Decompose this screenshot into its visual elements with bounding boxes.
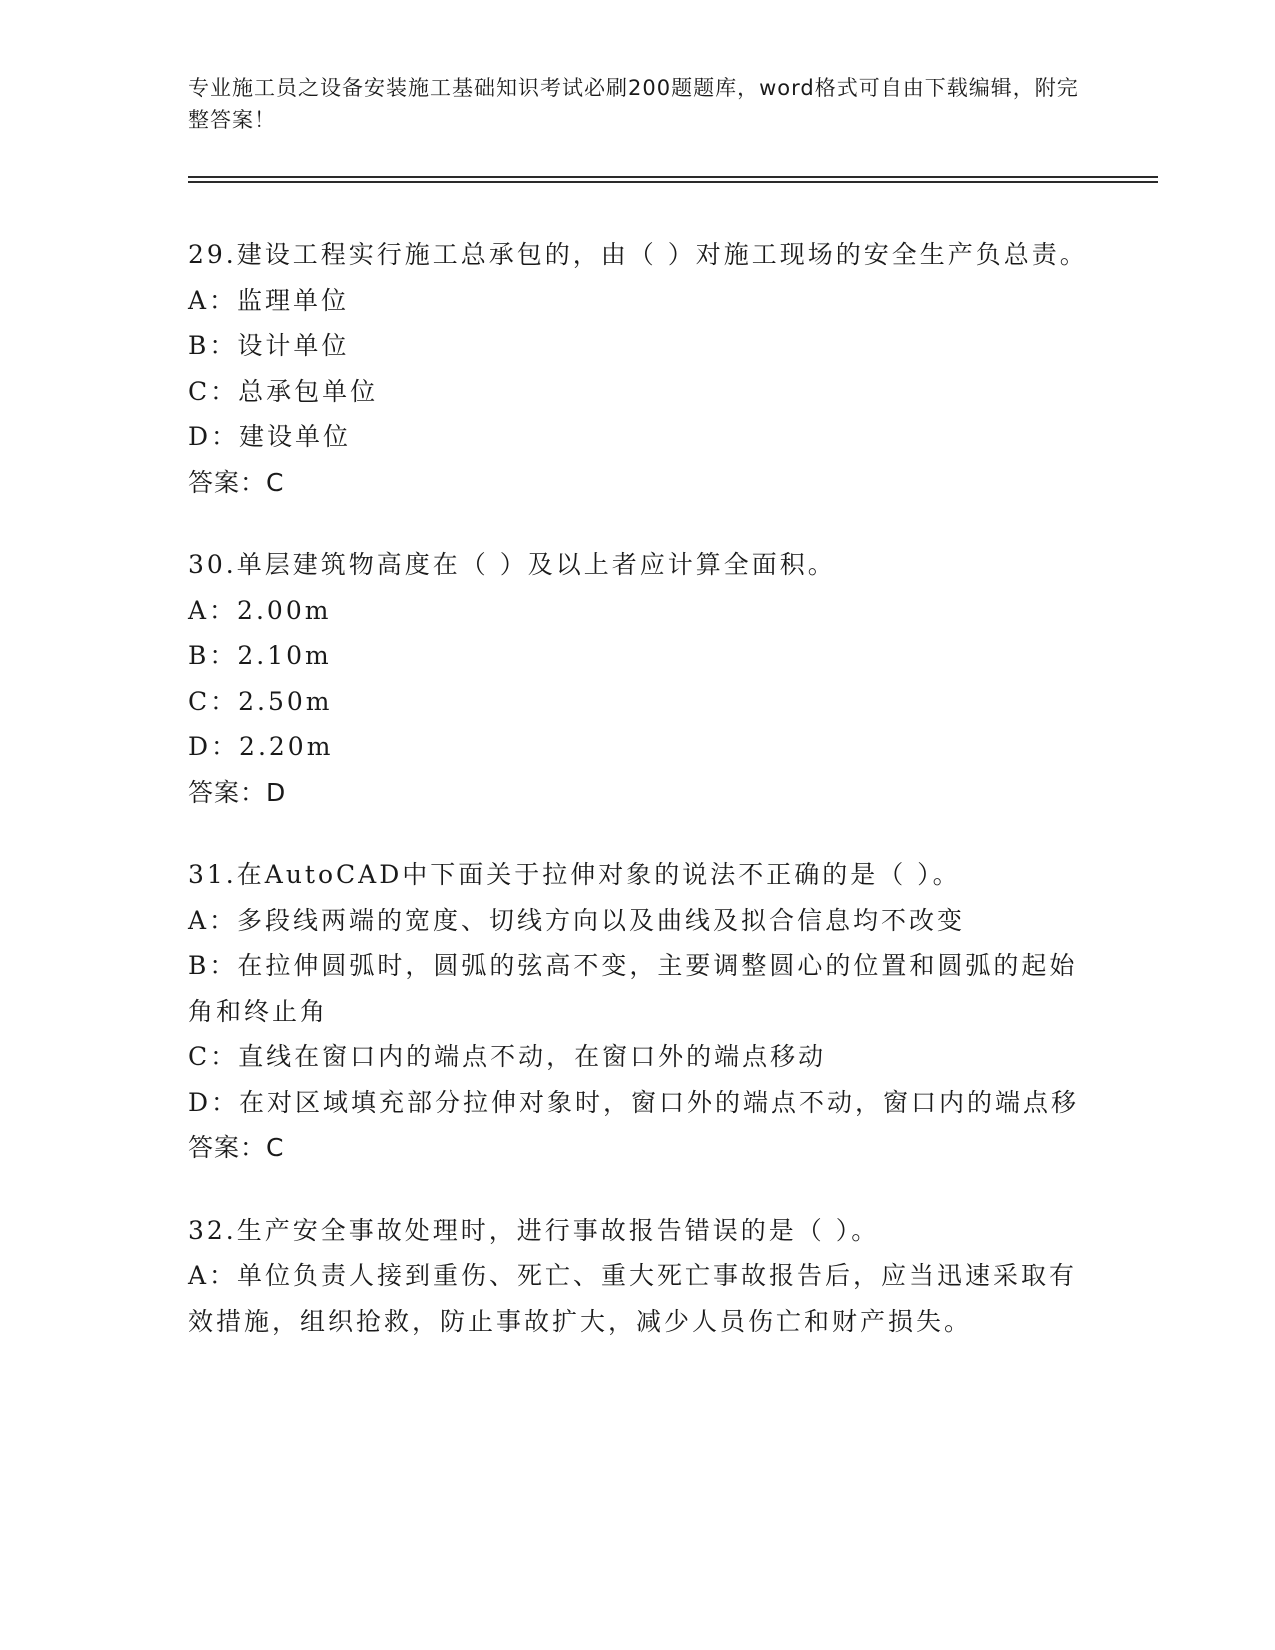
option-d: D：建设单位 [188, 422, 352, 451]
option-a: A：单位负责人接到重伤、死亡、重大死亡事故报告后，应当迅速采取有效措施，组织抢救，防止事故扩大，减少人员伤亡和财产损失。 [188, 1261, 1078, 1336]
answer-text: 答案：C [188, 467, 285, 497]
option-a: A：2.00m [188, 595, 332, 625]
option-c: C：2.50m [188, 686, 333, 716]
document-header [188, 72, 1088, 136]
option-d: D：在对区域填充部分拉伸对象时，窗口外的端点不动，窗口内的端点移 [188, 1087, 1080, 1117]
answer-text: 答案：C [188, 1133, 285, 1162]
question-stem: 31.在AutoCAD中下面关于拉伸对象的说法不正确的是（ ）。 [188, 860, 961, 889]
header-divider-bottom [188, 181, 1158, 183]
question-stem: 30.单层建筑物高度在（ ）及以上者应计算全面积。 [188, 550, 836, 579]
question-29 [188, 232, 1088, 505]
question-31 [188, 852, 1088, 1171]
question-32 [188, 1208, 1088, 1345]
question-stem: 29.建设工程实行施工总承包的，由（ ）对施工现场的安全生产负总责。 [188, 240, 1088, 269]
question-30 [188, 542, 1088, 815]
option-d: D：2.20m [188, 732, 334, 761]
option-b: B：2.10m [188, 641, 332, 670]
option-a: A：监理单位 [188, 285, 350, 315]
question-list [188, 232, 1088, 1381]
option-a: A：多段线两端的宽度、切线方向以及曲线及拟合信息均不改变 [188, 905, 966, 935]
answer-text: 答案：D [188, 777, 287, 807]
header-divider-top [188, 176, 1158, 178]
option-c: C：直线在窗口内的端点不动，在窗口外的端点移动 [188, 1042, 827, 1071]
header-title: 专业施工员之设备安装施工基础知识考试必刷200题题库，word格式可自由下载编辑，附完整答案！ [188, 76, 1079, 132]
option-b: B：在拉伸圆弧时，圆弧的弦高不变，主要调整圆心的位置和圆弧的起始角和终止角 [188, 951, 1078, 1026]
option-c: C：总承包单位 [188, 376, 379, 406]
option-b: B：设计单位 [188, 331, 350, 360]
question-stem: 32.生产安全事故处理时，进行事故报告错误的是（ ）。 [188, 1215, 880, 1245]
